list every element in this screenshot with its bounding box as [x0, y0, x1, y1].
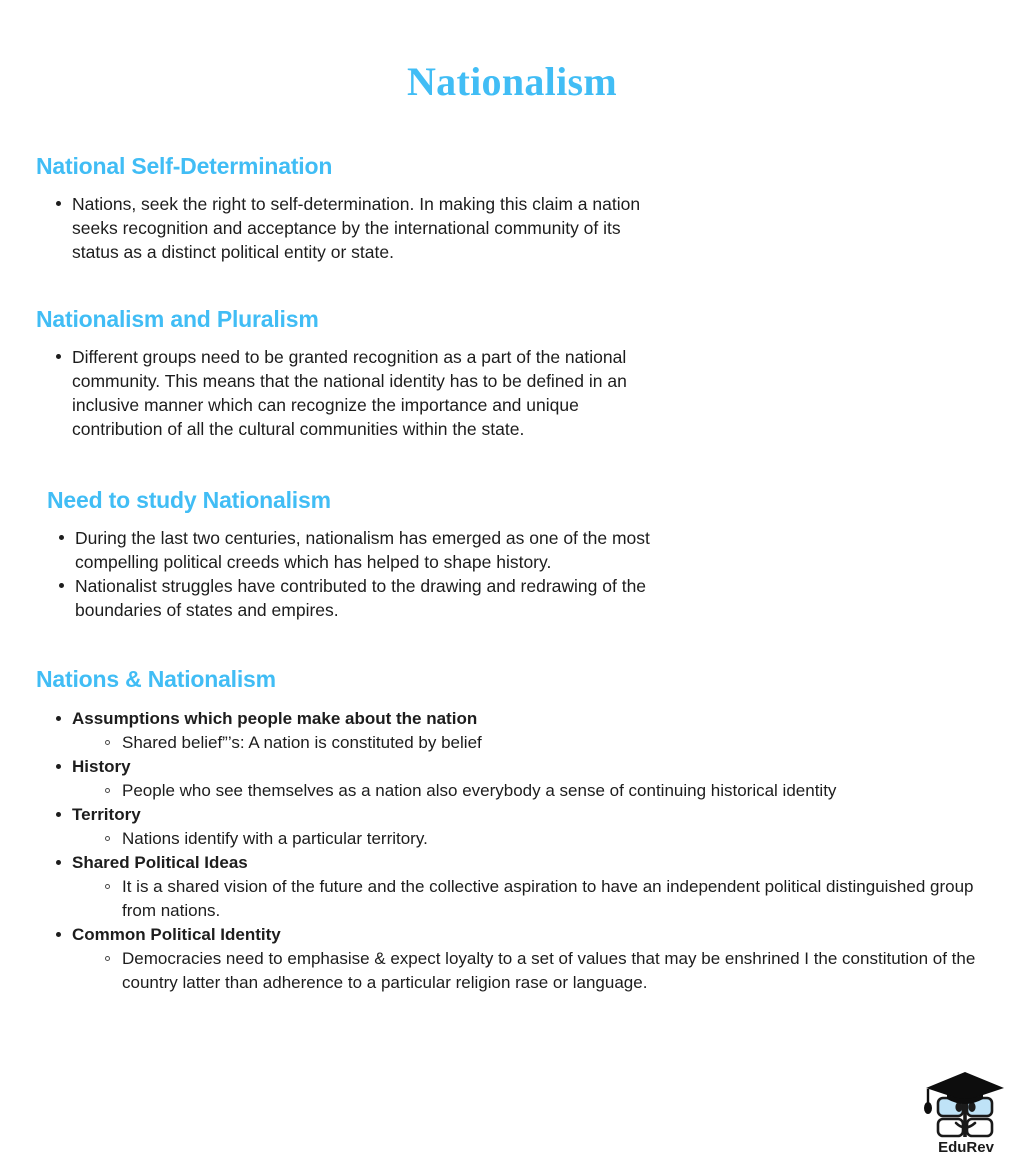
sub-list-item-text: Nations identify with a particular territory.	[122, 829, 428, 848]
sub-list-item-text: People who see themselves as a nation also everybody a sense of continuing historical identity	[122, 781, 837, 800]
edurev-logo	[920, 1066, 1012, 1156]
section-nationalism-and-pluralism	[0, 306, 1024, 441]
list-item-label: Common Political Identity	[72, 925, 281, 944]
list-item-text: Different groups need to be granted recognition as a part of the national community. This means that the national identity has to be defined in an inclusive manner which can recognize the importance and unique contribution of all the cultural communities within the state.	[72, 347, 627, 439]
section-nations-and-nationalism	[0, 666, 1024, 995]
bullet-list	[36, 192, 994, 264]
list-item-text: During the last two centuries, nationalism has emerged as one of the most compelling political creeds which has helped to shape history.	[75, 528, 650, 572]
page-title: Nationalism	[407, 59, 617, 104]
list-item	[50, 192, 994, 264]
sub-list	[72, 731, 994, 755]
section-national-self-determination	[0, 153, 1024, 264]
list-item-text: Nationalist struggles have contributed to the drawing and redrawing of the boundaries of states and empires.	[75, 576, 647, 620]
list-item	[53, 574, 994, 622]
list-item	[50, 923, 994, 995]
list-item-label: Shared Political Ideas	[72, 853, 248, 872]
sub-list-item	[102, 947, 994, 995]
sub-list-item-text: It is a shared vision of the future and the collective aspiration to have an independent political distinguished group from nations.	[122, 877, 974, 920]
sub-list-item	[102, 731, 994, 755]
section-heading: National Self-Determination	[36, 153, 333, 179]
section-need-to-study-nationalism	[0, 487, 1024, 622]
section-heading: Nations & Nationalism	[36, 666, 276, 692]
sub-list	[72, 827, 994, 851]
list-item	[50, 803, 994, 851]
list-item	[50, 345, 994, 441]
list-item-label: Assumptions which people make about the nation	[72, 709, 478, 728]
list-item	[53, 526, 994, 574]
sub-list-item	[102, 827, 994, 851]
sub-list	[72, 779, 994, 803]
list-item-label: Territory	[72, 805, 141, 824]
sub-list-item-text: Shared belief”’s: A nation is constituted by belief	[122, 733, 482, 752]
sub-list-item	[102, 875, 994, 923]
list-item	[50, 755, 994, 803]
edurev-logo-text: EduRev	[938, 1139, 994, 1156]
edurev-logo-icon	[920, 1066, 1012, 1156]
sub-list-item-text: Democracies need to emphasise & expect loyalty to a set of values that may be enshrined I the constitution of the country latter than adherence to a particular religion rase or language.	[122, 949, 976, 992]
bullet-list	[36, 345, 994, 441]
bullet-list	[47, 526, 994, 622]
list-item-text: Nations, seek the right to self-determination. In making this claim a nation seeks recognition and acceptance by the international community of its status as a distinct political entity or state.	[72, 194, 641, 262]
sub-list	[72, 947, 994, 995]
list-item	[50, 707, 994, 755]
outline-list	[36, 707, 994, 995]
sub-list	[72, 875, 994, 923]
sub-list-item	[102, 779, 994, 803]
list-item	[50, 851, 994, 923]
section-heading: Need to study Nationalism	[47, 487, 331, 513]
list-item-label: History	[72, 757, 131, 776]
section-heading: Nationalism and Pluralism	[36, 306, 319, 332]
